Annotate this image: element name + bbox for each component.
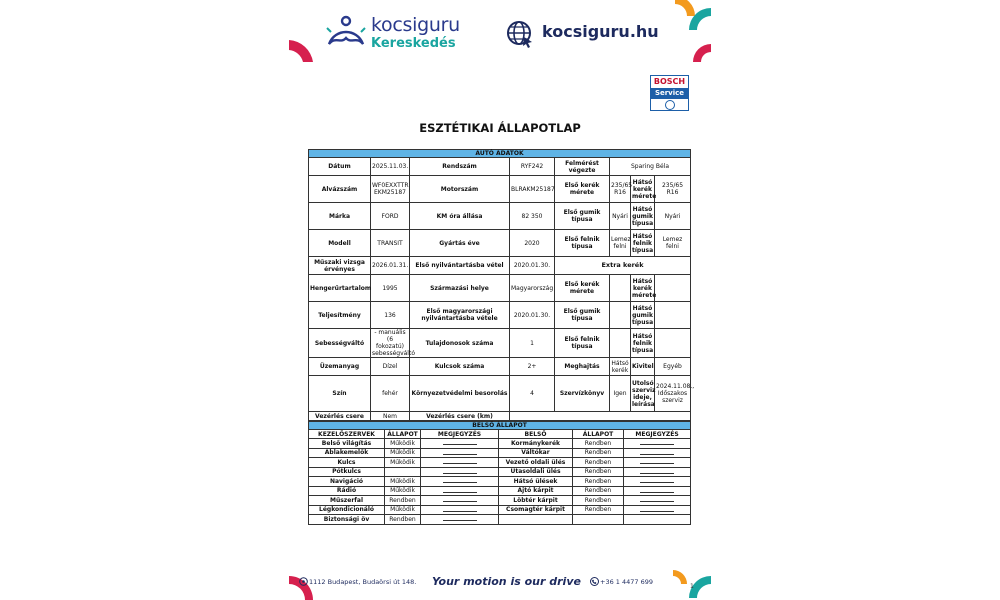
column-header: MEGJEGYZÉS (624, 430, 691, 439)
label-teljesitmeny: Teljesítmény (309, 302, 371, 329)
label-gyartas-eve: Gyártás éve (410, 230, 510, 257)
label-elso-kerek-merete: Első kerék mérete (555, 176, 610, 203)
table-row (309, 439, 691, 449)
label-szin: Szín (309, 376, 371, 412)
value-hatso-kerek-merete: 235/65 R16 (655, 176, 691, 203)
item-name: Váltókar (499, 448, 573, 458)
form-grid (308, 149, 695, 525)
label-extra-kerek: Extra kerék (555, 257, 691, 275)
item-name: Kulcs (309, 458, 385, 468)
note-line (443, 468, 477, 474)
item-state: Rendben (573, 458, 624, 468)
page-footer (289, 573, 711, 593)
item-name: Hátsó ülések (499, 477, 573, 487)
note-line (640, 458, 674, 464)
label-rendszam: Rendszám (410, 158, 510, 176)
note-line (640, 477, 674, 483)
bosch-armature-icon (665, 100, 675, 110)
logo-subtitle: Kereskedés (371, 36, 456, 51)
kocsiguru-logo (325, 12, 475, 52)
item-name: Ajtó kárpit (499, 486, 573, 496)
column-header: ÁLLAPOT (385, 430, 421, 439)
item-state: Rendben (385, 515, 421, 525)
note-line (640, 449, 674, 455)
label-extra-elso-kerek: Első kerék mérete (555, 275, 610, 302)
note-line (443, 487, 477, 493)
table-row (309, 477, 691, 487)
label-motorszam: Motorszám (410, 176, 510, 203)
table-row (309, 486, 691, 496)
table-row (309, 467, 691, 477)
label-extra-hatso-felnik: Hátsó felnik típusa (631, 329, 655, 358)
item-name: Műszerfal (309, 496, 385, 506)
label-modell: Modell (309, 230, 371, 257)
note-line (443, 439, 477, 445)
document-title: ESZTÉTIKAI ÁLLAPOTLAP (419, 121, 581, 135)
value-extra-hatso-gumik (655, 302, 691, 329)
item-name: Kormánykerék (499, 439, 573, 449)
auto-adatok-table (308, 149, 695, 421)
value-hatso-felnik: Lemez felni (655, 230, 691, 257)
value-uzemanyag: Dízel (371, 358, 410, 376)
item-note (421, 477, 499, 487)
table-row (309, 515, 691, 525)
label-km: KM óra állása (410, 203, 510, 230)
value-teljesitmeny: 136 (371, 302, 410, 329)
note-line (443, 506, 477, 512)
bosch-service-badge (650, 75, 689, 111)
item-name: Ablakemelők (309, 448, 385, 458)
label-extra-hatso-kerek: Hátsó kerék mérete (631, 275, 655, 302)
note-line (640, 487, 674, 493)
note-line (443, 496, 477, 502)
label-muszaki: Műszaki vizsga érvényes (309, 257, 371, 275)
item-state: Működik (385, 448, 421, 458)
item-state: Rendben (573, 477, 624, 487)
value-kulcsok: 2+ (510, 358, 555, 376)
note-line (443, 449, 477, 455)
item-name: Belső világítás (309, 439, 385, 449)
item-name: Utasoldali ülés (499, 467, 573, 477)
service-text: Service (651, 88, 688, 99)
value-vezerles-csere-km (510, 412, 691, 421)
label-szervizkonyv: Szervízkönyv (555, 376, 610, 412)
value-elso-nyilvantartas: 2020.01.30. (510, 257, 555, 275)
item-note (421, 505, 499, 515)
note-line (640, 496, 674, 502)
label-elso-magyar: Első magyarországi nyilvántartásba vétele (410, 302, 510, 329)
label-marka: Márka (309, 203, 371, 230)
item-name: Pótkulcs (309, 467, 385, 477)
item-note (421, 458, 499, 468)
item-name: Löbtér kárpit (499, 496, 573, 506)
item-note (624, 467, 691, 477)
item-name: Navigáció (309, 477, 385, 487)
table-row (309, 458, 691, 468)
item-state: Működik (385, 505, 421, 515)
item-state: Rendben (573, 467, 624, 477)
location-pin-icon (299, 577, 308, 588)
label-hatso-kerek-merete: Hátsó kerék mérete (631, 176, 655, 203)
item-state: Rendben (385, 496, 421, 506)
table-row (309, 448, 691, 458)
item-note (624, 515, 691, 525)
item-note (421, 467, 499, 477)
value-vezerles-csere: Nem (371, 412, 410, 421)
item-state (573, 515, 624, 525)
item-note (624, 448, 691, 458)
label-kivitel: Kivitel (631, 358, 655, 376)
value-alvazszam: WF0EXXTTR EKM25187 (371, 176, 410, 203)
value-extra-elso-felnik (610, 329, 631, 358)
value-szarmazasi: Magyarország (510, 275, 555, 302)
item-state: Működik (385, 439, 421, 449)
label-kornyezet: Környezetvédelmi besorolás (410, 376, 510, 412)
value-rendszam: RYF242 (510, 158, 555, 176)
item-name: Csomagtér kárpit (499, 505, 573, 515)
item-note (624, 486, 691, 496)
belso-allapot-table (308, 421, 691, 525)
item-note (624, 439, 691, 449)
item-state: Rendben (573, 486, 624, 496)
value-extra-elso-kerek (610, 275, 631, 302)
value-szin: fehér (371, 376, 410, 412)
corner-decoration-top-left (289, 36, 319, 66)
label-tulajdonosok: Tulajdonosok száma (410, 329, 510, 358)
value-elso-gumik: Nyári (610, 203, 631, 230)
belso-allapot-rows (309, 439, 691, 525)
document-page (289, 0, 711, 600)
value-muszaki: 2026.01.31. (371, 257, 410, 275)
label-alvazszam: Alvázszám (309, 176, 371, 203)
value-modell: TRANSIT (371, 230, 410, 257)
website-logo (506, 20, 676, 50)
value-marka: FORD (371, 203, 410, 230)
footer-phone: +36 1 4477 699 (600, 578, 653, 586)
label-meghajtas: Meghajtás (555, 358, 610, 376)
label-szarmazasi: Származási helye (410, 275, 510, 302)
label-hatso-felnik: Hátsó felnik típusa (631, 230, 655, 257)
column-header: ÁLLAPOT (573, 430, 624, 439)
item-state: Működik (385, 458, 421, 468)
value-meghajtas: Hátsó kerék (611, 359, 629, 374)
item-note (624, 496, 691, 506)
label-elso-felnik: Első felnik típusa (555, 230, 610, 257)
globe-icon (506, 20, 534, 48)
website-text: kocsiguru.hu (542, 22, 659, 41)
table-row (309, 496, 691, 506)
value-elso-felnik: Lemez felni (610, 230, 631, 257)
item-note (624, 477, 691, 487)
item-note (421, 448, 499, 458)
item-name: Légkondicionáló (309, 505, 385, 515)
column-header: BELSŐ (499, 430, 573, 439)
item-note (421, 486, 499, 496)
page-number: 1 (690, 583, 694, 590)
label-hatso-gumik: Hátsó gumik típusa (631, 203, 655, 230)
value-sebessegvalto: - manuális (6 fokozatú) sebességváltó (372, 329, 415, 357)
label-uzemanyag: Üzemanyag (309, 358, 371, 376)
item-state: Működik (385, 477, 421, 487)
value-kornyezet: 4 (510, 376, 555, 412)
item-note (421, 439, 499, 449)
item-state: Működik (385, 486, 421, 496)
item-name: Rádió (309, 486, 385, 496)
note-line (443, 477, 477, 483)
item-state: Rendben (573, 505, 624, 515)
item-state (385, 467, 421, 477)
label-elso-nyilvantartas: Első nyilvántartásba vétel (410, 257, 510, 275)
column-header: KEZELŐSZERVEK (309, 430, 385, 439)
note-line (443, 515, 477, 521)
value-kivitel: Egyéb (655, 358, 691, 376)
item-note (421, 515, 499, 525)
item-state: Rendben (573, 439, 624, 449)
guru-logo-icon (325, 14, 367, 50)
label-utolso-szerviz: Utolsó szerviz ideje, leírása (631, 376, 655, 412)
label-datum: Dátum (309, 158, 371, 176)
item-note (624, 458, 691, 468)
note-line (640, 439, 674, 445)
value-felmerest: Sparing Béla (610, 158, 691, 176)
note-line (640, 506, 674, 512)
value-extra-hatso-felnik (655, 329, 691, 358)
value-tulajdonosok: 1 (510, 329, 555, 358)
item-state: Rendben (573, 448, 624, 458)
value-km: 82 350 (510, 203, 555, 230)
label-vezerles-csere: Vezérlés csere (309, 412, 371, 421)
item-note (624, 505, 691, 515)
logo-wordmark: kocsiguru (371, 14, 460, 36)
label-vezerles-csere-km: Vezérlés csere (km) (410, 412, 510, 421)
value-hatso-gumik: Nyári (655, 203, 691, 230)
section-header: BELSŐ ÁLLAPOT (309, 422, 691, 430)
value-elso-kerek-merete: 235/65 R16 (610, 176, 631, 203)
value-hengerur: 1995 (371, 275, 410, 302)
label-sebessegvalto: Sebességváltó (309, 329, 371, 358)
footer-address: 1112 Budapest, Budaörsi út 148. (309, 578, 417, 586)
item-state: Rendben (573, 496, 624, 506)
note-line (640, 468, 674, 474)
value-motorszam: BLRAKM25187 (510, 176, 555, 203)
value-datum: 2025.11.03. (371, 158, 410, 176)
phone-icon (590, 577, 599, 586)
label-extra-elso-felnik: Első felnik típusa (555, 329, 610, 358)
label-felmerest: Felmérést végezte (555, 158, 610, 176)
value-extra-hatso-kerek (655, 275, 691, 302)
label-extra-elso-gumik: Első gumik típusa (555, 302, 610, 329)
item-name: Vezető oldali ülés (499, 458, 573, 468)
value-elso-magyar: 2020.01.30. (510, 302, 555, 329)
label-kulcsok: Kulcsok száma (410, 358, 510, 376)
label-hengerur: Hengerűrtartalom (309, 275, 371, 302)
note-line (443, 458, 477, 464)
value-utolso-szerviz: 2024.11.08., Időszakos szerviz (655, 376, 691, 412)
label-elso-gumik: Első gumik típusa (555, 203, 610, 230)
label-extra-hatso-gumik: Hátsó gumik típusa (631, 302, 655, 329)
value-gyartas-eve: 2020 (510, 230, 555, 257)
item-note (421, 496, 499, 506)
table-row (309, 505, 691, 515)
item-name (499, 515, 573, 525)
section-header: AUTÓ ADATOK (309, 150, 691, 158)
column-header: MEGJEGYZÉS (421, 430, 499, 439)
value-extra-elso-gumik (610, 302, 631, 329)
item-name: Biztonsági öv (309, 515, 385, 525)
bosch-text: BOSCH (651, 76, 688, 88)
footer-slogan: Your motion is our drive (432, 575, 581, 588)
value-szervizkonyv: Igen (610, 376, 631, 412)
